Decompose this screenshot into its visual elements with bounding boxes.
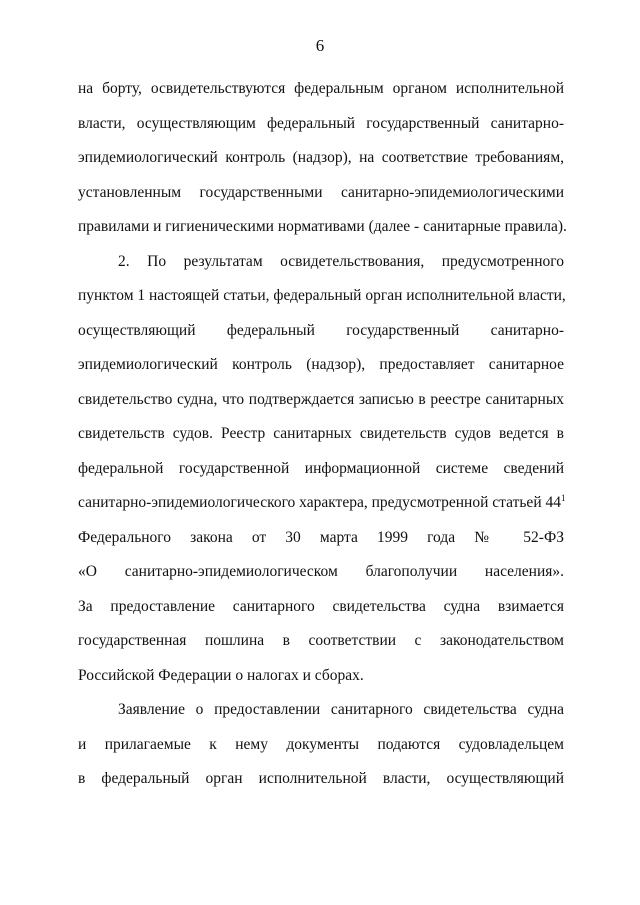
page-number: 6: [315, 36, 325, 55]
text-line: правилами и гигиеническими нормативами (далее - санитарные правила).: [78, 218, 567, 235]
text-line: и прилагаемые к нему документы подаются судовладельцем: [78, 735, 564, 753]
text-line-with-footnote: [78, 493, 564, 528]
text-line: государственная пошлина в соответствии с законодательством: [78, 632, 564, 649]
text-line: Российской Федерации о налогах и сборах.: [78, 666, 364, 684]
text-line: пунктом 1 настоящей статьи, федеральный орган исполнительной власти,: [78, 287, 566, 304]
text-line: Заявление о предоставлении санитарного свидетельства судна: [118, 701, 564, 718]
text-line: За предоставление санитарного свидетельства судна взимается: [78, 597, 564, 615]
text-line: на борту, освидетельствуются федеральным органом исполнительной: [78, 80, 564, 97]
text-line: 2. По результатам освидетельствования, предусмотренного: [118, 252, 564, 270]
paragraph-1: [78, 79, 567, 252]
text-line: свидетельство судна, что подтверждается записью в реестре санитарных: [78, 390, 564, 408]
text-line: эпидемиологический контроль (надзор), на соответствие требованиям,: [78, 149, 564, 166]
text-line-content: санитарно-эпидемиологического характера, предусмотренной статьей 44: [78, 494, 561, 511]
text-line: осуществляющий федеральный государственный санитарно-: [78, 321, 564, 339]
paragraph-2: [78, 252, 564, 701]
footnote-superscript: 1: [560, 492, 566, 503]
text-line: федеральной государственной информационной системе сведений: [78, 459, 564, 477]
text-line: в федеральный орган исполнительной власти, осуществляющий: [78, 770, 564, 787]
text-line: эпидемиологический контроль (надзор), предоставляет санитарное: [78, 356, 564, 373]
text-line: власти, осуществляющим федеральный государственный санитарно-: [78, 114, 564, 132]
document-body: [78, 79, 567, 804]
text-line: «О санитарно-эпидемиологическом благополучии населения».: [78, 563, 564, 580]
text-line: свидетельств судов. Реестр санитарных свидетельств судов ведется в: [78, 425, 564, 442]
text-line: установленным государственными санитарно-эпидемиологическими: [78, 183, 564, 201]
text-line: Федерального закона от 30 марта 1999 года № 52-ФЗ: [78, 528, 564, 546]
paragraph-3: [78, 700, 564, 804]
